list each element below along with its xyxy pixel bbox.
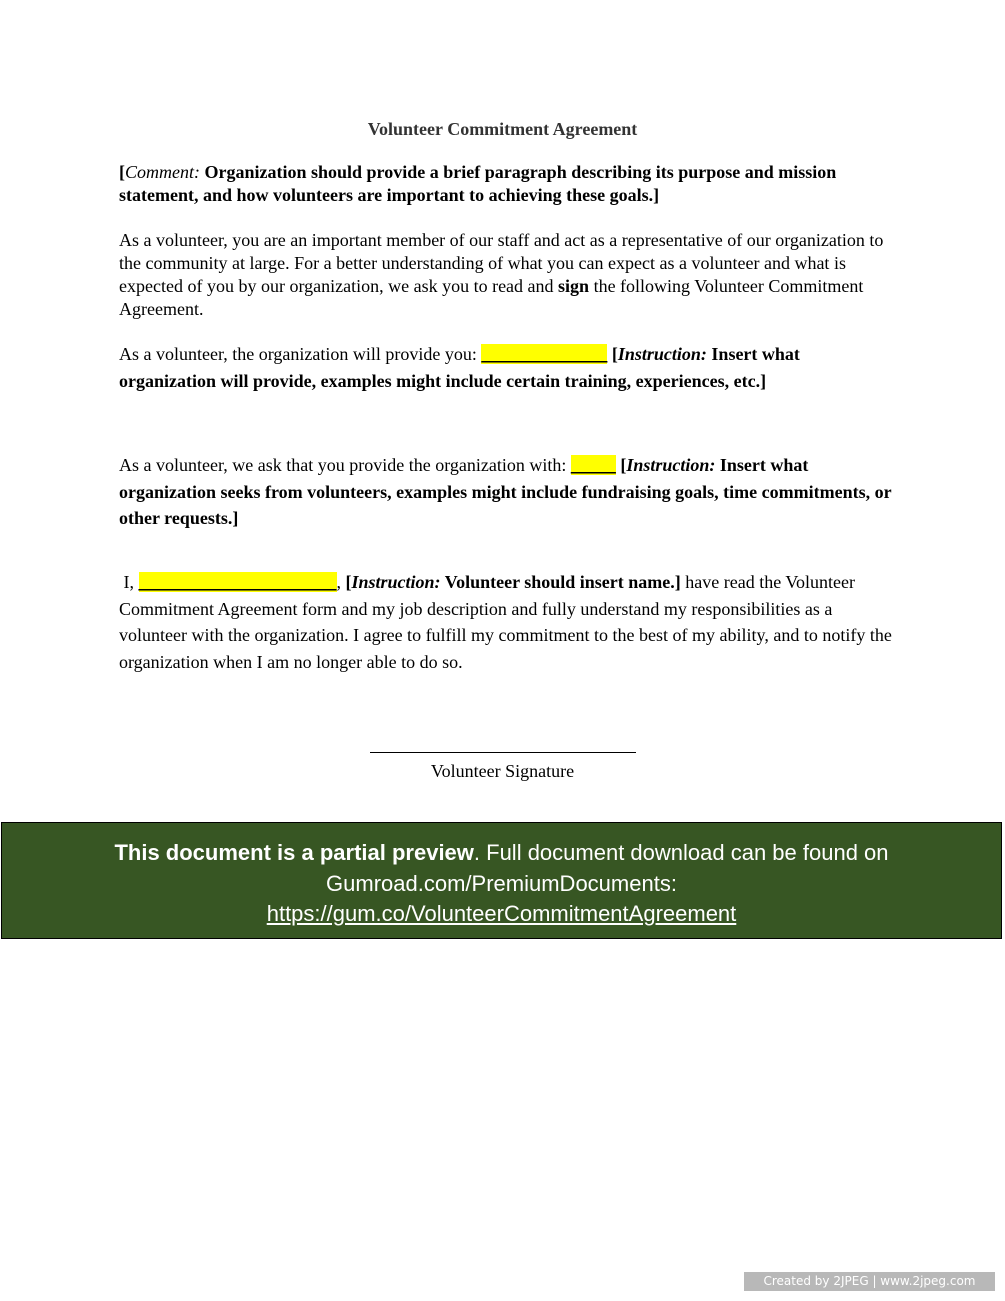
watermark: Created by 2JPEG | www.2jpeg.com — [744, 1272, 995, 1291]
pledge-paragraph — [119, 569, 899, 675]
intro-text-before: As a volunteer, you are an important member of our staff and act as a representative of our organization to the community at large. For a better understanding of what you can expect as a volunteer and what is expected of you by our organization, we ask you to read and — [119, 230, 884, 296]
provide-paragraph — [119, 341, 899, 394]
signature-label: Volunteer Signature — [430, 761, 575, 781]
pledge-text: have read the Volunteer Commitment Agreement form and my job description and fully understand my responsibilities as a volunteer with the organization. I agree to fulfill my commitment to the best of my ability, and to notify the organization when I am no longer able to do so. — [119, 572, 892, 672]
pledge-comma: , — [336, 572, 341, 592]
comment-paragraph — [119, 161, 899, 207]
ask-paragraph — [119, 452, 899, 532]
provide-text: As a volunteer, the organization will provide you: — [119, 344, 482, 364]
provide-instruction-text: Insert what organization will provide, examples might include certain training, experiences, etc.] — [119, 344, 800, 391]
ask-text: As a volunteer, we ask that you provide the organization with: — [119, 455, 571, 475]
preview-banner-text: . Full document download can be found on Gumroad.com/PremiumDocuments: — [326, 840, 889, 896]
intro-bold-word: sign — [558, 276, 590, 296]
pledge-instruction-label: Instruction: — [351, 572, 441, 592]
pledge-bracket: [ — [341, 572, 352, 592]
signature-line — [370, 752, 636, 753]
ask-instruction-text: Insert what organization seeks from volunteers, examples might include fundraising goals, time commitments, or other requests.] — [119, 455, 892, 528]
provide-bracket: [ — [607, 344, 618, 364]
download-link[interactable]: https://gum.co/VolunteerCommitmentAgreement — [266, 901, 737, 926]
ask-bracket: [ — [615, 455, 627, 475]
comment-text: Organization should provide a brief paragraph describing its purpose and mission statement, and how volunteers are important to achieving these goals.] — [119, 162, 837, 205]
intro-paragraph — [119, 229, 899, 321]
preview-banner — [1, 822, 1002, 939]
preview-banner-lead: This document is a partial preview — [114, 840, 474, 865]
document-title: Volunteer Commitment Agreement — [367, 119, 638, 139]
comment-label: Comment: — [125, 162, 200, 182]
pledge-instruction-text: Volunteer should insert name.] — [440, 572, 681, 592]
comment-open-bracket: [ — [119, 162, 125, 182]
ask-blank-field: _____ — [570, 455, 616, 475]
ask-instruction-label: Instruction: — [626, 455, 716, 475]
pledge-name-blank-field: ______________________ — [138, 572, 337, 592]
provide-blank-field: ______________ — [481, 344, 608, 364]
intro-text-after: the following Volunteer Commitment Agreement. — [119, 276, 864, 319]
provide-instruction-label: Instruction: — [617, 344, 707, 364]
pledge-prefix: I, — [119, 572, 139, 592]
